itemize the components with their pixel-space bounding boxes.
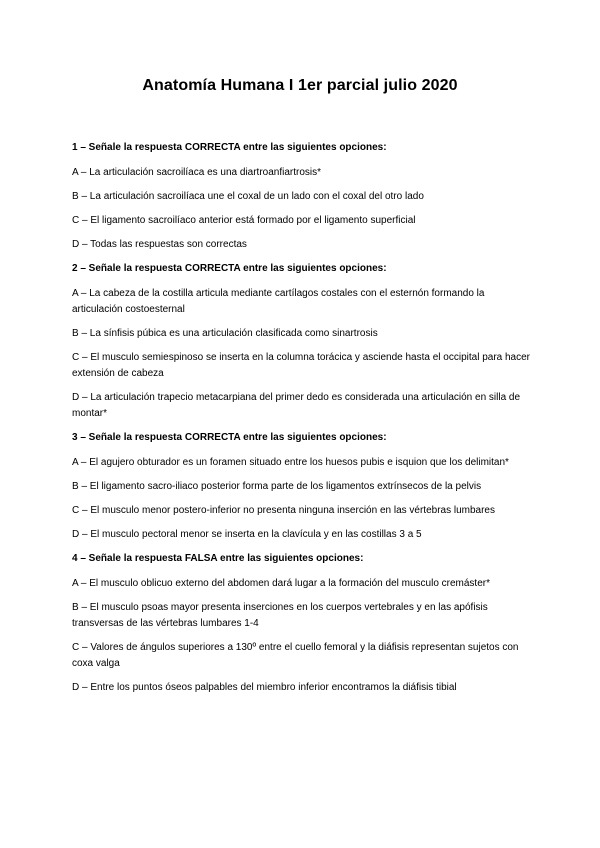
question-block-3 bbox=[72, 430, 532, 543]
question-list bbox=[72, 140, 532, 704]
answer-option: C – El ligamento sacroilíaco anterior está formado por el ligamento superficial bbox=[72, 215, 416, 226]
question-prompt: 2 – Señale la respuesta CORRECTA entre las siguientes opciones: bbox=[72, 263, 387, 274]
answer-option: B – La sínfisis púbica es una articulación clasificada como sinartrosis bbox=[72, 328, 378, 339]
answer-option: D – Entre los puntos óseos palpables del miembro inferior encontramos la diáfisis tibial bbox=[72, 682, 457, 693]
answer-option: B – El ligamento sacro-iliaco posterior forma parte de los ligamentos extrínsecos de la pelvis bbox=[72, 481, 482, 492]
answer-option: D – La articulación trapecio metacarpiana del primer dedo es considerada una articulación en silla de montar* bbox=[72, 392, 521, 419]
question-prompt: 4 – Señale la respuesta FALSA entre las siguientes opciones: bbox=[72, 553, 364, 564]
answer-option: D – El musculo pectoral menor se inserta en la clavícula y en las costillas 3 a 5 bbox=[72, 529, 422, 540]
question-block-1 bbox=[72, 140, 532, 253]
answer-option: C – Valores de ángulos superiores a 130º entre el cuello femoral y la diáfisis representan sujetos con coxa valga bbox=[72, 642, 519, 669]
answer-option: A – La cabeza de la costilla articula mediante cartílagos costales con el esternón formando la articulación costoesternal bbox=[72, 288, 485, 315]
question-prompt: 1 – Señale la respuesta CORRECTA entre las siguientes opciones: bbox=[72, 142, 387, 153]
answer-option: D – Todas las respuestas son correctas bbox=[72, 239, 247, 250]
answer-option: B – La articulación sacroilíaca une el coxal de un lado con el coxal del otro lado bbox=[72, 191, 424, 202]
answer-option: A – El agujero obturador es un foramen situado entre los huesos pubis e isquion que los delimitan* bbox=[72, 457, 509, 468]
question-block-4 bbox=[72, 551, 532, 696]
question-prompt: 3 – Señale la respuesta CORRECTA entre las siguientes opciones: bbox=[72, 432, 387, 443]
answer-option: A – La articulación sacroilíaca es una diartroanfiartrosis* bbox=[72, 167, 322, 178]
answer-option: B – El musculo psoas mayor presenta inserciones en los cuerpos vertebrales y en las apófisis transversas de las vértebras lumbares 1-4 bbox=[72, 602, 488, 629]
answer-option: C – El musculo menor postero-inferior no presenta ninguna inserción en las vértebras lumbares bbox=[72, 505, 495, 516]
answer-option: C – El musculo semiespinoso se inserta en la columna torácica y asciende hasta el occipital para hacer extensión de cabeza bbox=[72, 352, 531, 379]
answer-option: A – El musculo oblicuo externo del abdomen dará lugar a la formación del musculo cremáster* bbox=[72, 578, 490, 589]
document-title: Anatomía Humana I 1er parcial julio 2020 bbox=[142, 77, 458, 94]
question-block-2 bbox=[72, 261, 532, 422]
